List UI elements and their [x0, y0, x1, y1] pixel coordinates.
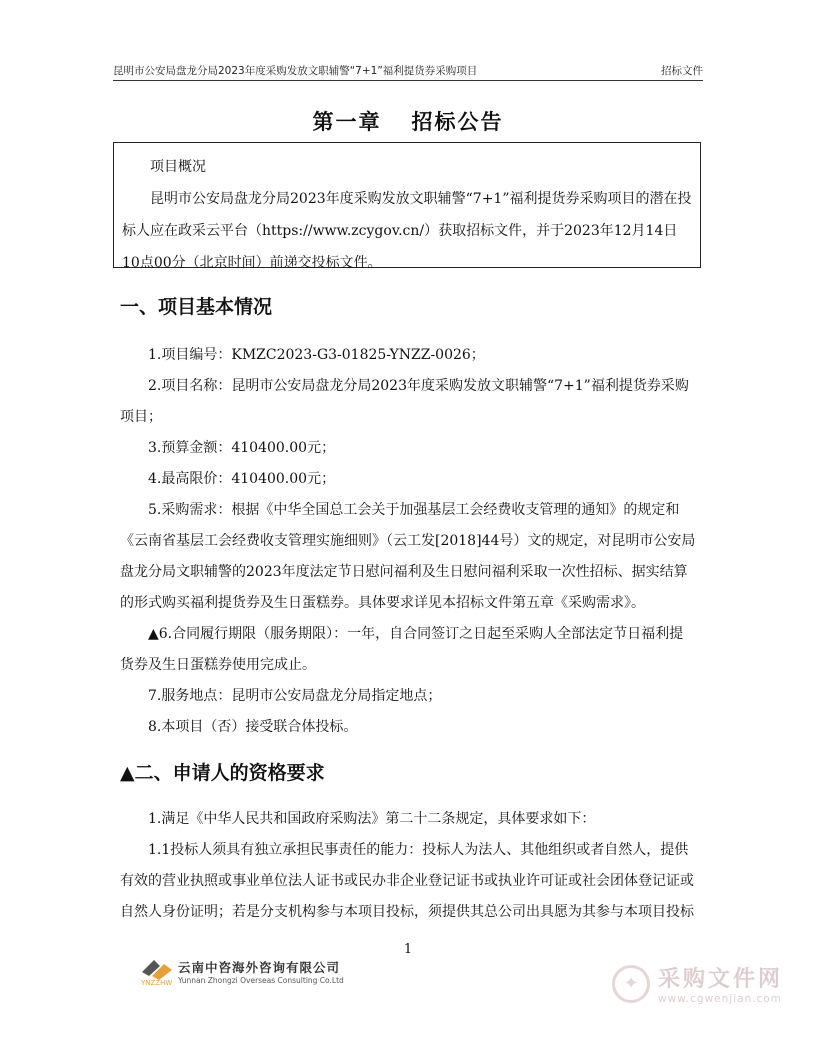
overview-title: 项目概况 — [150, 159, 206, 175]
chapter-name: 招标公告 — [411, 109, 504, 134]
company-name-cn: 云南中咨海外咨询有限公司 — [178, 959, 341, 975]
list-item: 7.服务地点：昆明市公安局盘龙分局指定地点； — [148, 688, 442, 704]
section1-heading: 一、项目基本情况 — [120, 296, 273, 318]
watermark — [612, 962, 783, 1005]
list-item: 1.满足《中华人民共和国政府采购法》第二十二条规定，具体要求如下： — [148, 811, 596, 827]
list-item: 5.采购需求：根据《中华全国总工会关于加强基层工会经费收支管理的通知》的规定和《云南省基层工会经费收支管理实施细则》（云工发[2018]44号）文的规定，对昆明市公安局盘龙分局文职辅警的2023年度法定节日慰问福利及生日慰问福利采取一次性招标、据实结算的形式购买福利提货券及生日蛋糕券。具体要求详见本招标文件第五章《采购需求》。 — [120, 502, 696, 611]
company-name-en: Yunnan Zhongzi Overseas Consulting Co.Ltd — [178, 975, 344, 985]
list-item: ▲6.合同履行期限（服务期限）：一年，自合同签订之日起至采购人全部法定节日福利提货券及生日蛋糕券使用完成止。 — [120, 626, 684, 673]
watermark-name: 采购文件网 — [658, 967, 784, 992]
section2-heading: ▲二、申请人的资格要求 — [120, 762, 325, 784]
list-item: 2.项目名称：昆明市公安局盘龙分局2023年度采购发放文职辅警“7+1”福利提货券采购项目； — [120, 378, 689, 425]
header-project-title: 昆明市公安局盘龙分局2023年度采购发放文职辅警“7+1”福利提货券采购项目 — [113, 65, 478, 77]
watermark-icon: ✦ — [612, 965, 650, 1003]
page-number: 1 — [403, 942, 413, 957]
company-logo-icon — [140, 956, 174, 986]
list-item: 3.预算金额：410400.00元； — [148, 440, 336, 456]
page-header — [113, 62, 703, 81]
list-item: 8.本项目（否）接受联合体投标。 — [148, 719, 358, 735]
list-item: 4.最高限价：410400.00元； — [148, 471, 336, 487]
list-item: 1.1投标人须具有独立承担民事责任的能力：投标人为法人、其他组织或者自然人，提供有效的营业执照或事业单位法人证书或民办非企业登记证书或执业许可证或社会团体登记证或自然人身份证明；若是分支机构参与本项目投标，须提供其总公司出具愿为其参与本项目投标 — [120, 842, 694, 920]
watermark-url: www.cgwenjian.com — [658, 993, 782, 1005]
section2-body — [120, 804, 696, 928]
chapter-title — [0, 106, 816, 136]
logo-mark-text: YNZZHW — [141, 979, 173, 986]
overview-text: 昆明市公安局盘龙分局2023年度采购发放文职辅警“7+1”福利提货券采购项目的潜在投标人应在政采云平台（https://www.zcygov.cn/）获取招标文件，并于2023年12月14日10点00分（北京时间）前递交投标文件。 — [122, 191, 692, 271]
chapter-number: 第一章 — [312, 109, 382, 134]
project-overview-box — [113, 142, 701, 271]
header-doc-type: 招标文件 — [661, 65, 703, 77]
section1-body — [120, 340, 696, 743]
list-item: 1.项目编号：KMZC2023-G3-01825-YNZZ-0026； — [148, 347, 485, 363]
company-logo — [140, 956, 344, 986]
